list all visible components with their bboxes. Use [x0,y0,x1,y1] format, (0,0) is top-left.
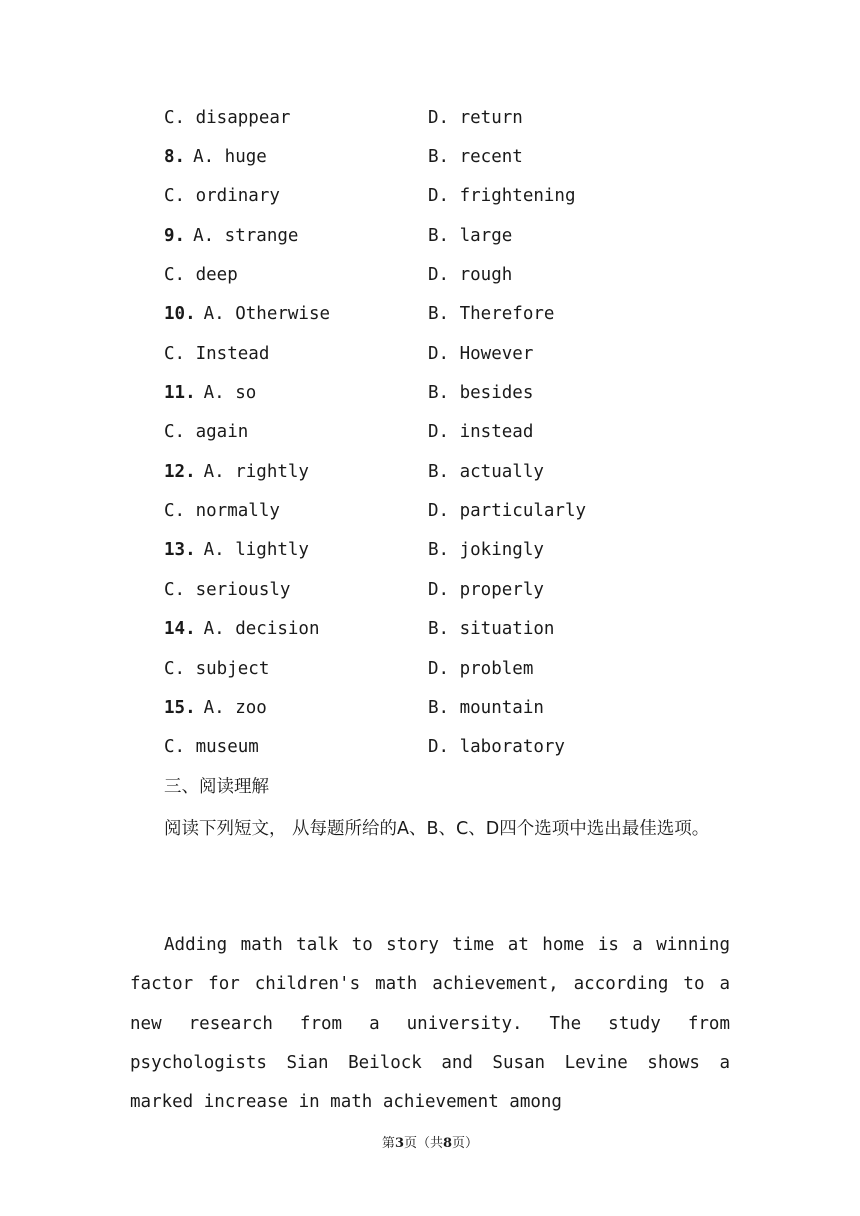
option-right: B. besides [428,383,534,403]
instruction-text: 阅读下列短文， 从每题所给的A、B、C、D四个选项中选出最佳选项。 [164,819,710,839]
option-row [164,535,764,565]
option-left-text: C. subject [164,659,270,679]
option-right: B. situation [428,619,555,639]
option-left-text: C. normally [164,501,280,521]
page-footer [0,1132,860,1151]
option-left-text: A. huge [193,147,267,167]
option-left [164,260,238,290]
option-row [164,693,764,723]
option-left [164,142,267,172]
question-number: 11. [164,383,196,403]
option-left-text: A. zoo [203,698,267,718]
option-right: B. Therefore [428,304,555,324]
option-left-text: C. seriously [164,580,291,600]
option-right: D. problem [428,659,534,679]
option-row [164,103,764,133]
option-row [164,181,764,211]
option-left [164,535,309,565]
reading-passage: Adding math talk to story time at home is a winning factor for children's math achievement, according to a new research from a university. The study from psychologists Sian Beilock and Susan Levine shows a marked increase in math achievement among [130,935,730,1113]
option-left-text: A. lightly [203,540,309,560]
question-number: 9. [164,226,186,246]
question-number: 13. [164,540,196,560]
option-right: D. instead [428,422,534,442]
option-left [164,221,298,251]
option-left-text: C. disappear [164,108,291,128]
option-left-text: A. strange [193,226,299,246]
option-row [164,221,764,251]
option-right: B. jokingly [428,540,544,560]
option-left [164,103,290,133]
option-right: B. large [428,226,513,246]
option-row [164,654,764,684]
question-number: 10. [164,304,196,324]
option-right: D. rough [428,265,513,285]
option-right: D. frightening [428,186,576,206]
option-right: B. recent [428,147,523,167]
option-right: D. laboratory [428,737,565,757]
option-left [164,496,280,526]
question-number: 15. [164,698,196,718]
footer-middle: 页（共 [403,1136,443,1151]
option-row [164,299,764,329]
option-row [164,417,764,447]
option-left-text: C. Instead [164,344,270,364]
option-left [164,417,248,447]
option-right: B. mountain [428,698,544,718]
option-row [164,142,764,172]
option-right: D. particularly [428,501,587,521]
option-left-text: C. deep [164,265,238,285]
question-number: 8. [164,147,186,167]
option-left-text: A. Otherwise [203,304,331,324]
option-left-text: A. so [203,383,257,403]
option-right: B. actually [428,462,544,482]
option-row [164,457,764,487]
option-right: D. return [428,108,523,128]
option-left [164,575,290,605]
option-left [164,693,267,723]
option-left [164,614,320,644]
option-left-text: C. ordinary [164,186,280,206]
option-left [164,654,269,684]
option-left [164,378,256,408]
footer-prefix: 第 [381,1136,395,1151]
option-row [164,732,764,762]
option-left-text: A. rightly [203,462,309,482]
question-number: 12. [164,462,196,482]
question-number: 14. [164,619,196,639]
option-right: D. However [428,344,534,364]
option-left [164,457,309,487]
option-left [164,181,280,211]
option-left-text: C. again [164,422,249,442]
footer-suffix: 页） [452,1136,479,1151]
option-row [164,378,764,408]
footer-total-pages: 8 [443,1136,453,1151]
option-row [164,614,764,644]
option-left [164,299,330,329]
option-row [164,339,764,369]
option-left [164,339,269,369]
option-right: D. properly [428,580,544,600]
option-row [164,575,764,605]
option-row [164,496,764,526]
option-left [164,732,259,762]
option-row [164,260,764,290]
option-left-text: A. decision [203,619,320,639]
section-title: 三、阅读理解 [164,777,269,797]
option-left-text: C. museum [164,737,259,757]
footer-page-number: 3 [394,1136,404,1151]
